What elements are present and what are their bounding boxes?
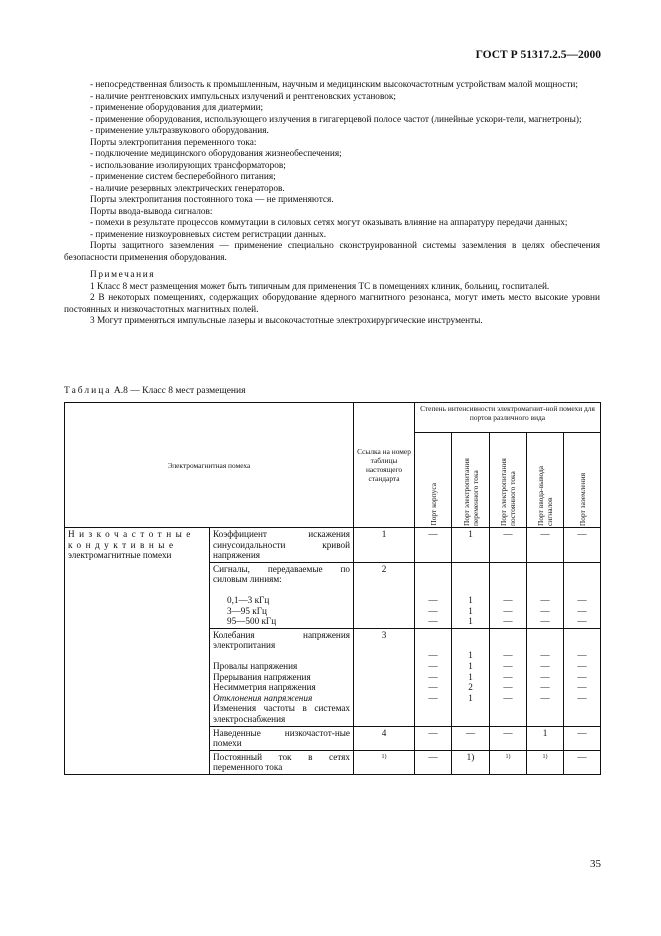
value-cell: — — — [527,562,564,628]
col-header-reference: Ссылка на номер таблицы настоящего стандарта [354,403,415,528]
phenomenon-cell: Сигналы, передаваемые по силовым линиям: 0,1—3 кГц 3—95 кГц 95—500 кГц [210,562,354,628]
notes-heading: Примечания [90,270,156,280]
value-cell: 1 [527,726,564,750]
paragraph: - применение ультразвукового оборудования. [90,126,269,136]
paragraph: - помехи в результате процессов коммутации в силовых сетях могут оказывать влияние на аппаратуру передачи данных; [90,218,568,228]
table-row [65,528,601,563]
paragraph: - наличие резервных электрических генераторов. [90,183,285,194]
value-cell: — [452,726,490,750]
port-header: Порт электропитания переменного тока [452,433,490,528]
value-cell: — [490,528,527,563]
value-cell: — — — [415,562,452,628]
value-cell: — — — — — [490,628,527,726]
col-header-phenomenon: Электромагнитная помеха [65,403,354,528]
paragraph: - использование изолирующих трансформаторов; [90,160,286,171]
category-cell: Низкочастотные кондуктивные электромагнитные помехи [65,528,210,775]
value-cell: 1 1 1 [452,562,490,628]
value-cell: — [415,528,452,563]
value-cell: — [527,528,564,563]
reference-cell: 4 [354,726,415,750]
paragraph: Порты электропитания постоянного тока — не применяются. [90,195,334,205]
value-cell: 1) [527,750,564,774]
port-header: Порт корпуса [415,433,452,528]
phenomenon-cell: Колебания напряжения электропитания Провалы напряжения Прерывания напряжения Несимметрия напряжения Отклонения напряжения Изменения частоты в системах электроснабжения [210,628,354,726]
phenomenon-cell: Коэффициент искажения синусоидальности кривой напряжения [210,528,354,563]
value-cell: 1) [452,750,490,774]
value-cell: — — — — — [415,628,452,726]
paragraph: Порты ввода-вывода сигналов: [90,206,213,217]
table-caption-prefix: Таблица [64,386,112,396]
value-cell: — — — [564,562,601,628]
reference-cell: 3 [354,628,415,726]
reference-cell: 2 [354,562,415,628]
page-number: 35 [590,858,601,870]
value-cell: — [490,726,527,750]
port-header: Порт ввода-вывода сигналов [527,433,564,528]
body-text [64,80,600,328]
reference-cell: 1) [354,750,415,774]
value-cell: — [564,750,601,774]
paragraph: - применение низкоуровневых систем регистрации данных. [90,229,327,240]
table-caption-title: А.8 — Класс 8 мест размещения [111,386,246,396]
value-cell: 1 1 1 2 1 [452,628,490,726]
paragraph: - непосредственная близость к промышленным, научным и медицинским высокочастотным устройствам малой мощности; [90,80,578,90]
table-caption [64,386,245,396]
paragraph: - подключение медицинского оборудования жизнеобеспечения; [90,149,342,159]
paragraph: Порты электропитания переменного тока: [90,137,257,148]
value-cell: — — — [490,562,527,628]
note: 3 Могут применяться импульсные лазеры и высокочастотные электрохирургические инструменты. [90,316,483,326]
note: 2 В некоторых помещениях, содержащих оборудование ядерного магнитного резонанса, могут иметь место высокие уровни постоянных и низкочастотных магнитных полей. [64,293,600,315]
reference-cell: 1 [354,528,415,563]
value-cell: — — — — — [527,628,564,726]
value-cell: — [564,726,601,750]
phenomenon-cell: Наведенные низкочастот-ные помехи [210,726,354,750]
paragraph: - применение оборудования для диатермии; [90,103,264,113]
document-header: ГОСТ Р 51317.2.5—2000 [475,49,601,61]
col-header-intensity: Степень интенсивности электромагнит-ной помехи для портов различного вида [415,403,601,433]
phenomenon-cell: Постоянный ток в сетях переменного тока [210,750,354,774]
value-cell: — — — — — [564,628,601,726]
value-cell: 1) [490,750,527,774]
port-header: Порт электропитания постоянного тока [490,433,527,528]
value-cell: — [564,528,601,563]
paragraph: - применение систем бесперебойного питания; [90,172,276,182]
value-cell: — [415,726,452,750]
value-cell: — [415,750,452,774]
paragraph: - применение оборудования, использующего излучения в гигагерцевой полосе частот (линейные ускори-тели, магнетроны); [90,114,582,125]
note: 1 Класс 8 мест размещения может быть типичным для применения ТС в помещениях клиник, больниц, госпиталей. [90,281,550,292]
port-header: Порт заземления [564,433,601,528]
paragraph: Порты защитного заземления — применение специально сконструированной системы заземления в целях обеспечения безопасности применения оборудования. [64,241,600,263]
paragraph: - наличие рентгеновских импульсных излучений и рентгеновских установок; [90,91,397,102]
emc-table [64,402,601,775]
value-cell: 1 [452,528,490,563]
